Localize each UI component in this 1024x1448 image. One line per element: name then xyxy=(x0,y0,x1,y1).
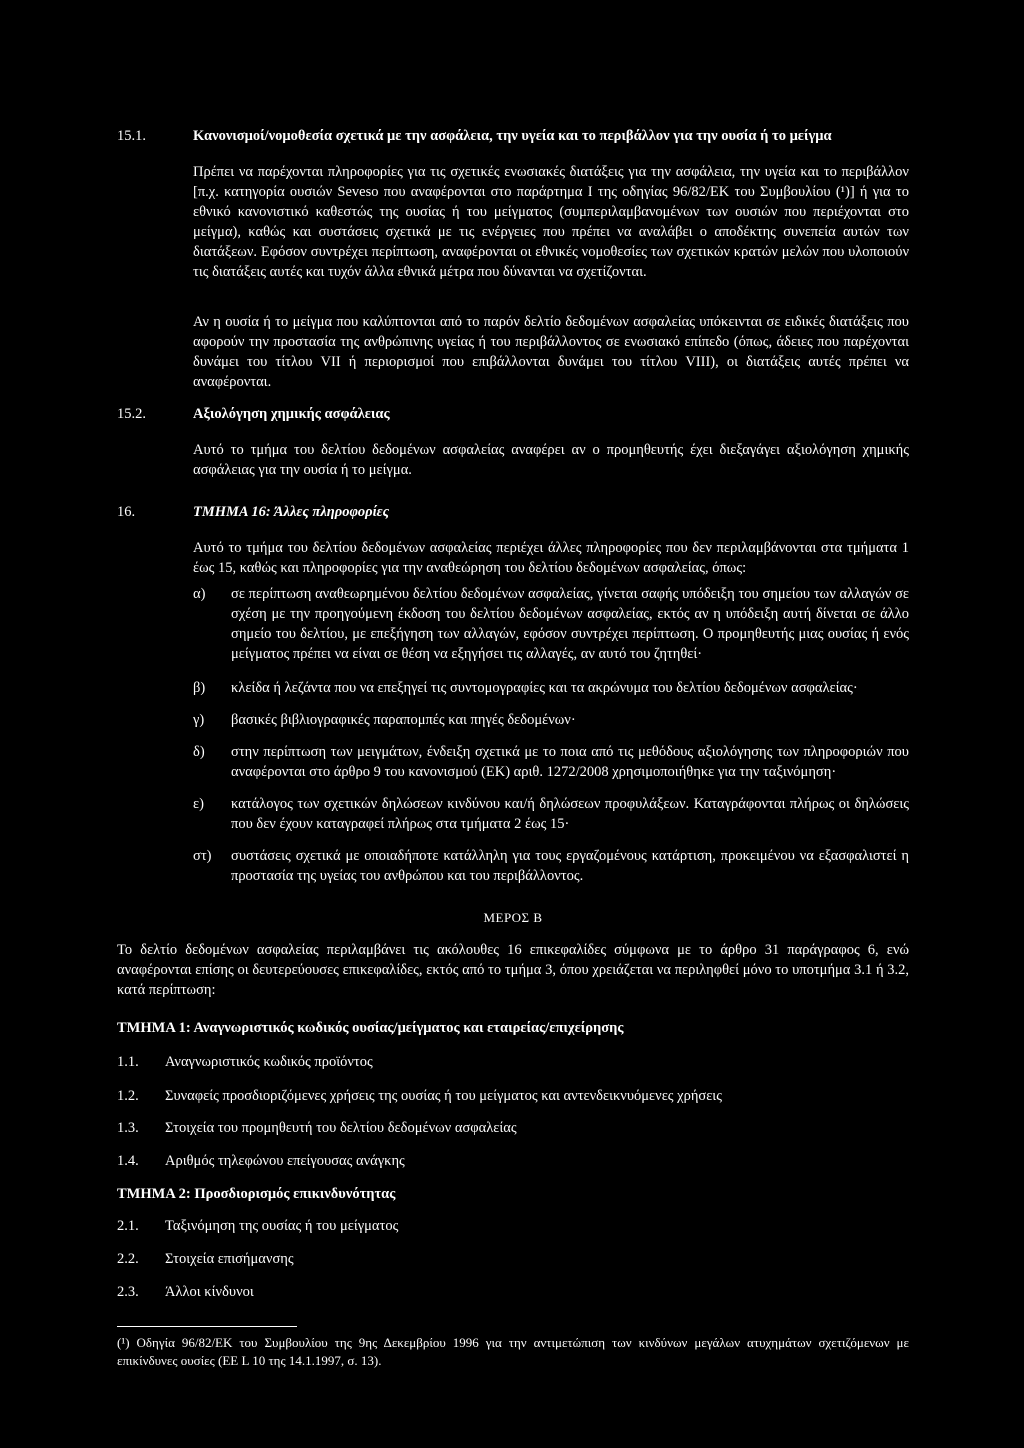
list-item-text: Στοιχεία του προμηθευτή του δελτίου δεδομένων ασφαλείας xyxy=(165,1120,517,1136)
list-item-label: β) xyxy=(193,680,206,696)
list-item-text: Αριθμός τηλεφώνου επείγουσας ανάγκης xyxy=(165,1153,405,1169)
list-item-label: γ) xyxy=(193,712,205,728)
list-item xyxy=(117,1216,909,1236)
list-item-number: 1.4. xyxy=(117,1153,139,1169)
list-item-text: κλείδα ή λεζάντα που να επεξηγεί τις συντομογραφίες και τα ακρώνυμα του δελτίου δεδομένων ασφαλείας· xyxy=(231,680,858,696)
list-item-label: α) xyxy=(193,586,206,602)
list-item xyxy=(117,1249,909,1269)
section-title: ΤΜΗΜΑ 16: Άλλες πληροφορίες xyxy=(193,504,390,520)
list-item-number: 2.2. xyxy=(117,1251,139,1267)
list-item-text: κατάλογος των σχετικών δηλώσεων κινδύνου και/ή δηλώσεων προφυλάξεων. Καταγράφονται πλήρως οι δηλώσεις που δεν έχουν καταγραφεί πλήρως στα τμήματα 2 έως 15· xyxy=(231,796,909,832)
part-b-intro: Το δελτίο δεδομένων ασφαλείας περιλαμβάνει τις ακόλουθες 16 επικεφαλίδες σύμφωνα με το άρθρο 31 παράγραφος 6, ενώ αναφέρονται επίσης οι δευτερεύουσες επικεφαλίδες, εκτός από το τμήμα 3, όπου χρειάζεται να περιληφθεί μόνο το υποτμήμα 3.1 ή 3.2, κατά περίπτωση: xyxy=(117,942,909,998)
section-15-1-paragraph-1: Πρέπει να παρέχονται πληροφορίες για τις σχετικές ενωσιακές διατάξεις για την ασφάλεια, την υγεία και το περιβάλλον [π.χ. κατηγορία ουσιών Seveso που αναφέρονται στο παράρτημα I της οδηγίας 96/82/ΕΚ του Συμβουλίου (¹)] ή για το εθνικό κανονιστικό καθεστώς της ουσίας ή του μείγματος (συμπεριλαμβανομένων των ουσιών που περιέχονται στο μείγμα), καθώς και συστάσεις σχετικά με τις ενέργειες που πρέπει να αναλάβει ο αποδέκτης συνεπεία αυτών των διατάξεων. Εφόσον συντρέχει περίπτωση, αναφέρονται οι εθνικές νομοθεσίες των σχετικών κρατών μελών που υλοποιούν τις διατάξεις αυτές και τυχόν άλλα εθνικά μέτρα που δύνανται να σχετίζονται. xyxy=(193,164,909,280)
list-item xyxy=(193,846,909,886)
list-item xyxy=(117,1086,909,1106)
section-15-1-heading xyxy=(117,126,917,146)
list-item-text: συστάσεις σχετικά με οποιαδήποτε κατάλληλη για τους εργαζομένους κατάρτιση, προκειμένου να εξασφαλιστεί η προστασία της υγείας του ανθρώπου και του περιβάλλοντος. xyxy=(231,848,909,884)
section-15-1-paragraph-2: Αν η ουσία ή το μείγμα που καλύπτονται από το παρόν δελτίο δεδομένων ασφαλείας υπόκεινται σε ειδικές διατάξεις που αφορούν την προστασία της ανθρώπινης υγείας ή του περιβάλλοντος σε ενωσιακό επίπεδο (όπως, άδειες που παρέχονται δυνάμει του τίτλου VII ή περιορισμοί που επιβάλλονται δυνάμει του τίτλου VIII), οι διατάξεις αυτές πρέπει να αναφέρονται. xyxy=(193,314,909,390)
list-item-text: Αναγνωριστικός κωδικός προϊόντος xyxy=(165,1054,373,1070)
section-16-paragraph: Αυτό το τμήμα του δελτίου δεδομένων ασφαλείας περιέχει άλλες πληροφορίες που δεν περιλαμβάνονται στα τμήματα 1 έως 15, καθώς και πληροφορίες για την αναθεώρηση του δελτίου δεδομένων ασφαλείας, όπως: xyxy=(193,540,909,576)
section-number: 16. xyxy=(117,504,136,520)
list-item-label: ε) xyxy=(193,796,204,812)
section-16-heading xyxy=(117,502,917,522)
list-item-text: βασικές βιβλιογραφικές παραπομπές και πηγές δεδομένων· xyxy=(231,712,576,728)
list-item xyxy=(117,1052,909,1072)
list-item-number: 2.3. xyxy=(117,1284,139,1300)
list-item-text: Συναφείς προσδιοριζόμενες χρήσεις της ουσίας ή του μείγματος και αντενδεικνυόμενες χρήσεις xyxy=(165,1088,722,1104)
list-item xyxy=(193,794,909,834)
list-item-number: 2.1. xyxy=(117,1218,139,1234)
section-1-heading: ΤΜΗΜΑ 1: Αναγνωριστικός κωδικός ουσίας/μείγματος και εταιρείας/επιχείρησης xyxy=(117,1020,624,1036)
list-item-text: Ταξινόμηση της ουσίας ή του μείγματος xyxy=(165,1218,399,1234)
list-item xyxy=(193,742,909,782)
list-item xyxy=(117,1151,909,1171)
section-number: 15.1. xyxy=(117,128,146,144)
list-item xyxy=(117,1282,909,1302)
section-2-heading: ΤΜΗΜΑ 2: Προσδιορισμός επικινδυνότητας xyxy=(117,1186,396,1202)
list-item xyxy=(193,584,909,664)
list-item xyxy=(193,710,909,730)
list-item-label: στ) xyxy=(193,848,212,864)
part-b-heading: ΜΕΡΟΣ B xyxy=(483,910,543,925)
section-title: Κανονισμοί/νομοθεσία σχετικά με την ασφάλεια, την υγεία και το περιβάλλον για την ουσία ή το μείγμα xyxy=(193,128,832,144)
list-item xyxy=(117,1118,909,1138)
list-item-text: Άλλοι κίνδυνοι xyxy=(165,1284,254,1300)
list-item-text: στην περίπτωση των μειγμάτων, ένδειξη σχετικά με το ποια από τις μεθόδους αξιολόγησης των πληροφοριών που αναφέρονται στο άρθρο 9 του κανονισμού (ΕΚ) αριθ. 1272/2008 χρησιμοποιήθηκε για την ταξινόμηση· xyxy=(231,744,909,780)
section-number: 15.2. xyxy=(117,406,146,422)
section-15-2-heading xyxy=(117,404,917,424)
list-item-number: 1.2. xyxy=(117,1088,139,1104)
list-item-label: δ) xyxy=(193,744,205,760)
list-item-text: Στοιχεία επισήμανσης xyxy=(165,1251,294,1267)
list-item-number: 1.1. xyxy=(117,1054,139,1070)
list-item-number: 1.3. xyxy=(117,1120,139,1136)
section-title: Αξιολόγηση χημικής ασφάλειας xyxy=(193,406,390,422)
list-item-text: σε περίπτωση αναθεωρημένου δελτίου δεδομένων ασφαλείας, γίνεται σαφής υπόδειξη του σημείου των αλλαγών σε σχέση με την προηγούμενη έκδοση του δελτίου δεδομένων ασφαλείας, εκτός αν η υπόδειξη αυτή δίνεται σε άλλο σημείο του δελτίου, με επεξήγηση των αλλαγών, εφόσον συντρέχει περίπτωση. Ο προμηθευτής μιας ουσίας ή ενός μείγματος πρέπει να είναι σε θέση να εξηγήσει τις αλλαγές, αν αυτό του ζητηθεί· xyxy=(231,586,909,662)
section-15-2-paragraph: Αυτό το τμήμα του δελτίου δεδομένων ασφαλείας αναφέρει αν ο προμηθευτής έχει διεξαγάγει αξιολόγηση χημικής ασφάλειας για την ουσία ή το μείγμα. xyxy=(193,442,909,478)
footnote: (¹) Οδηγία 96/82/ΕΚ του Συμβουλίου της 9ης Δεκεμβρίου 1996 για την αντιμετώπιση των κινδύνων μεγάλων ατυχημάτων σχετιζόμενων με επικίνδυνες ουσίες (ΕΕ L 10 της 14.1.1997, σ. 13). xyxy=(117,1335,909,1368)
list-item xyxy=(193,678,909,698)
footnote-divider xyxy=(117,1326,297,1327)
